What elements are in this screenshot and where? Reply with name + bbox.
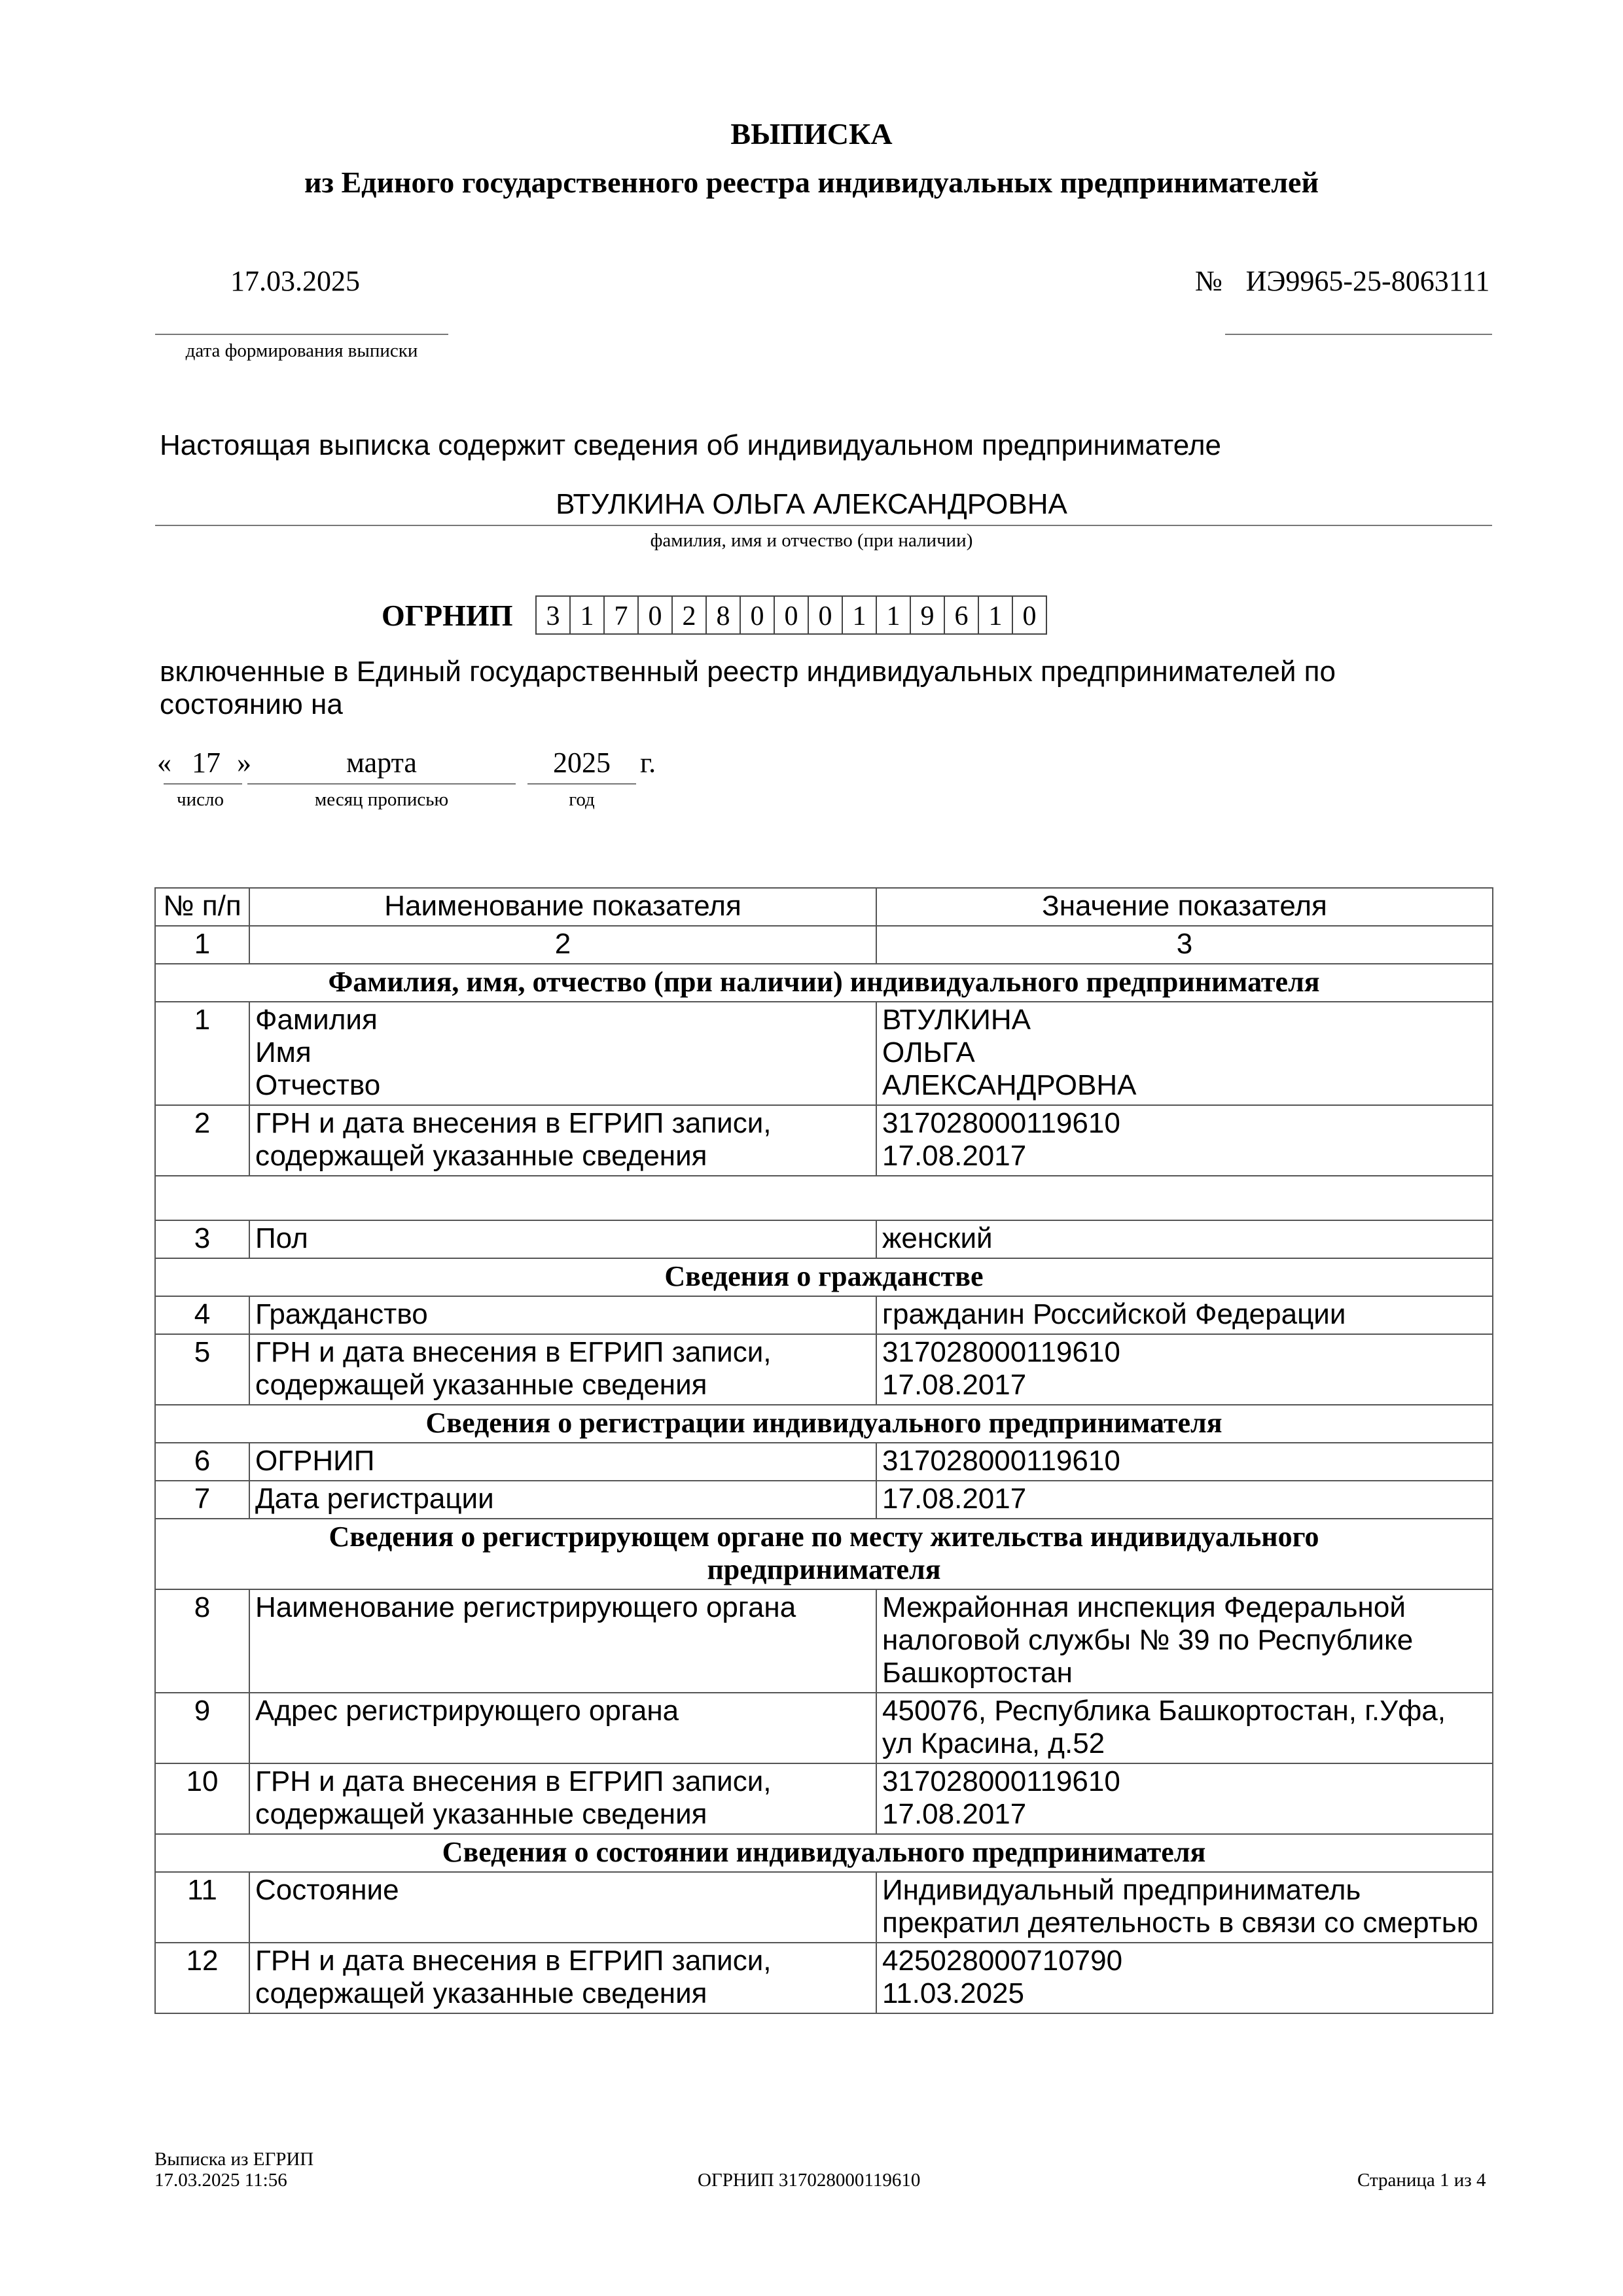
value-line: 425028000710790 <box>882 1945 1123 1977</box>
section-title: Сведения о гражданстве <box>155 1258 1493 1296</box>
ogrnip-digit: 0 <box>1012 595 1047 635</box>
indicator-value: 317028000119610 <box>876 1443 1493 1481</box>
table-row <box>155 1105 1493 1176</box>
ogrnip-digit: 9 <box>910 595 945 635</box>
value-line: налоговой службы № 39 по Республике <box>882 1624 1414 1656</box>
header-indicator: Наименование показателя <box>249 888 876 926</box>
row-number: 1 <box>155 1002 249 1105</box>
ogrnip-digit: 0 <box>637 595 673 635</box>
indicator-name: Гражданство <box>249 1296 876 1334</box>
indicator-line: содержащей указанные сведения <box>255 1369 707 1401</box>
value-line: Межрайонная инспекция Федеральной <box>882 1591 1406 1623</box>
value-line: 450076, Республика Башкортостан, г.Уфа, <box>882 1695 1446 1727</box>
month-caption: месяц прописью <box>314 789 449 810</box>
included-text: включенные в Единый государственный реестр индивидуальных предпринимателей по состоянию на <box>160 656 1336 720</box>
indicator-line: Отчество <box>255 1069 381 1101</box>
row-number: 7 <box>155 1481 249 1519</box>
table-row <box>155 1334 1493 1405</box>
value-line: 17.08.2017 <box>882 1798 1027 1830</box>
intro-text: Настоящая выписка содержит сведения об индивидуальном предпринимателе <box>160 429 1221 461</box>
number-underline <box>1225 334 1492 335</box>
indicator-line: Имя <box>255 1036 312 1069</box>
indicator-name: Пол <box>249 1220 876 1258</box>
indicator-value <box>876 1763 1493 1834</box>
section-title: Сведения о регистрации индивидуального предпринимателя <box>155 1405 1493 1443</box>
row-number: 6 <box>155 1443 249 1481</box>
table-header-row <box>155 888 1493 926</box>
indicator-name: ОГРНИП <box>249 1443 876 1481</box>
indicator-line: Фамилия <box>255 1004 378 1036</box>
entrepreneur-name: ВТУЛКИНА ОЛЬГА АЛЕКСАНДРОВНА <box>556 488 1067 520</box>
footer-doc-name: Выписка из ЕГРИП <box>154 2149 314 2170</box>
indicator-name <box>249 1763 876 1834</box>
column-number: 1 <box>155 926 249 964</box>
indicator-value <box>876 1002 1493 1105</box>
indicator-name: Адрес регистрирующего органа <box>249 1693 876 1763</box>
document-title: ВЫПИСКА <box>730 117 893 150</box>
month-underline <box>247 783 516 785</box>
empty-row <box>155 1176 1493 1220</box>
row-number: 9 <box>155 1693 249 1763</box>
value-line: прекратил деятельность в связи со смертью <box>882 1907 1478 1939</box>
ogrnip-digit: 1 <box>569 595 605 635</box>
footer-left <box>154 2149 313 2191</box>
value-line: 17.08.2017 <box>882 1140 1027 1172</box>
number-sign: № <box>1195 265 1222 297</box>
indicator-name: Наименование регистрирующего органа <box>249 1589 876 1693</box>
formation-date-caption: дата формирования выписки <box>185 340 418 361</box>
page-number: Страница 1 из 4 <box>1357 2170 1486 2191</box>
value-line: 317028000119610 <box>882 1765 1120 1797</box>
indicator-name <box>249 1002 876 1105</box>
empty-cell <box>155 1176 1493 1220</box>
value-line: 317028000119610 <box>882 1107 1120 1139</box>
indicator-name: Состояние <box>249 1872 876 1943</box>
indicator-name <box>249 1105 876 1176</box>
table-row <box>155 1872 1493 1943</box>
ogrnip-digit-boxes <box>537 595 1047 635</box>
day-caption: число <box>177 789 224 810</box>
section-title: Фамилия, имя, отчество (при наличии) индивидуального предпринимателя <box>155 964 1493 1002</box>
section-title: Сведения о регистрирующем органе по месту жительства индивидуального предпринимателя <box>155 1519 1493 1589</box>
extract-number: ИЭ9965-25-8063111 <box>1245 265 1490 297</box>
column-number: 2 <box>249 926 876 964</box>
table-row <box>155 1296 1493 1334</box>
row-number: 4 <box>155 1296 249 1334</box>
indicator-value <box>876 1105 1493 1176</box>
close-quote: » <box>237 747 251 779</box>
indicator-value: женский <box>876 1220 1493 1258</box>
ogrnip-digit: 0 <box>774 595 809 635</box>
table-row <box>155 1481 1493 1519</box>
ogrnip-digit: 1 <box>876 595 911 635</box>
section-row <box>155 1405 1493 1443</box>
formation-date: 17.03.2025 <box>230 265 360 297</box>
section-row <box>155 1519 1493 1589</box>
table-row <box>155 1443 1493 1481</box>
table-row <box>155 1763 1493 1834</box>
day-underline <box>164 783 242 785</box>
document-subtitle: из Единого государственного реестра индивидуальных предпринимателей <box>304 166 1319 199</box>
column-number-row <box>155 926 1493 964</box>
name-caption: фамилия, имя и отчество (при наличии) <box>650 530 973 551</box>
indicator-line: ГРН и дата внесения в ЕГРИП записи, <box>255 1336 772 1368</box>
indicator-value <box>876 1693 1493 1763</box>
ogrnip-digit: 1 <box>842 595 877 635</box>
table-row <box>155 1693 1493 1763</box>
indicator-line: содержащей указанные сведения <box>255 1798 707 1830</box>
row-number: 11 <box>155 1872 249 1943</box>
ogrnip-digit: 0 <box>740 595 775 635</box>
section-title: Сведения о состоянии индивидуального предпринимателя <box>155 1834 1493 1872</box>
ogrnip-digit: 0 <box>808 595 843 635</box>
table-row <box>155 1002 1493 1105</box>
value-line: ОЛЬГА <box>882 1036 975 1069</box>
ogrnip-digit: 7 <box>603 595 639 635</box>
indicator-name <box>249 1334 876 1405</box>
indicator-line: содержащей указанные сведения <box>255 1977 707 2009</box>
ogrnip-digit: 3 <box>535 595 571 635</box>
footer-timestamp: 17.03.2025 11:56 <box>154 2170 287 2191</box>
value-line: Индивидуальный предприниматель <box>882 1874 1361 1906</box>
as-of-month: марта <box>346 747 417 779</box>
indicator-value: гражданин Российской Федерации <box>876 1296 1493 1334</box>
table-row <box>155 1943 1493 2013</box>
value-line: Башкортостан <box>882 1657 1073 1689</box>
value-line: 17.08.2017 <box>882 1369 1027 1401</box>
indicator-value <box>876 1334 1493 1405</box>
table-row <box>155 1220 1493 1258</box>
value-line: АЛЕКСАНДРОВНА <box>882 1069 1137 1101</box>
value-line: ВТУЛКИНА <box>882 1004 1031 1036</box>
ogrnip-digit: 8 <box>705 595 741 635</box>
date-underline <box>155 334 448 335</box>
row-number: 3 <box>155 1220 249 1258</box>
indicator-value: 17.08.2017 <box>876 1481 1493 1519</box>
registry-table <box>154 887 1493 2014</box>
indicator-line: содержащей указанные сведения <box>255 1140 707 1172</box>
section-row <box>155 964 1493 1002</box>
section-row <box>155 1258 1493 1296</box>
indicator-value <box>876 1872 1493 1943</box>
indicator-name: Дата регистрации <box>249 1481 876 1519</box>
row-number: 8 <box>155 1589 249 1693</box>
footer-ogrnip: ОГРНИП 317028000119610 <box>698 2170 921 2191</box>
indicator-line: ГРН и дата внесения в ЕГРИП записи, <box>255 1765 772 1797</box>
row-number: 2 <box>155 1105 249 1176</box>
open-quote: « <box>157 747 171 779</box>
indicator-line: ГРН и дата внесения в ЕГРИП записи, <box>255 1107 772 1139</box>
value-line: 317028000119610 <box>882 1336 1120 1368</box>
row-number: 5 <box>155 1334 249 1405</box>
row-number: 10 <box>155 1763 249 1834</box>
as-of-day: 17 <box>192 747 221 779</box>
section-row <box>155 1834 1493 1872</box>
ogrnip-digit: 2 <box>671 595 707 635</box>
header-value: Значение показателя <box>876 888 1493 926</box>
as-of-year: 2025 <box>553 747 611 779</box>
indicator-value <box>876 1589 1493 1693</box>
table-row <box>155 1589 1493 1693</box>
ogrnip-digit: 1 <box>978 595 1013 635</box>
year-caption: год <box>569 789 595 810</box>
ogrnip-label: ОГРНИП <box>382 599 513 632</box>
column-number: 3 <box>876 926 1493 964</box>
value-line: ул Красина, д.52 <box>882 1727 1105 1759</box>
indicator-value <box>876 1943 1493 2013</box>
name-underline <box>155 525 1492 526</box>
indicator-line: ГРН и дата внесения в ЕГРИП записи, <box>255 1945 772 1977</box>
indicator-name <box>249 1943 876 2013</box>
year-underline <box>527 783 636 785</box>
ogrnip-digit: 6 <box>944 595 979 635</box>
value-line: 11.03.2025 <box>882 1977 1024 2009</box>
year-suffix: г. <box>640 747 656 779</box>
header-number: № п/п <box>155 888 249 926</box>
row-number: 12 <box>155 1943 249 2013</box>
